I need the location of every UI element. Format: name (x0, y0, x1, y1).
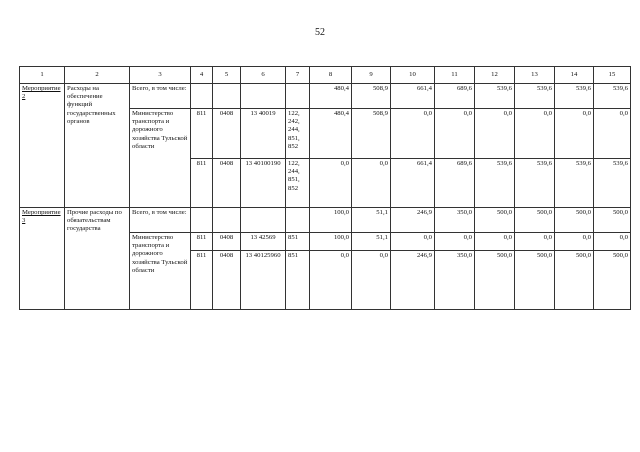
event3-total-row (20, 208, 631, 233)
event3-code: Мероприятие 3 (20, 208, 65, 310)
event2-executor: Министерство транспорта и дорожного хозяйства Тульской области (130, 109, 191, 208)
header-cell: 6 (241, 67, 286, 84)
value-cell: 0,0 (352, 251, 391, 310)
csr-cell: 13 42569 (241, 233, 286, 251)
value-cell: 0,0 (594, 109, 631, 159)
grbs-cell: 811 (191, 251, 213, 310)
header-cell: 13 (515, 67, 555, 84)
event3-name: Прочие расходы по обязательствам государства (65, 208, 130, 310)
value-cell: 539,6 (594, 84, 631, 109)
value-cell: 0,0 (555, 109, 594, 159)
value-cell: 508,9 (352, 84, 391, 109)
header-cell: 15 (594, 67, 631, 84)
rzpr-cell: 0408 (213, 251, 241, 310)
vr-cell: 122, 242, 244, 851, 852 (286, 109, 310, 159)
value-cell: 480,4 (310, 109, 352, 159)
value-cell: 539,6 (475, 84, 515, 109)
header-cell: 7 (286, 67, 310, 84)
value-cell: 0,0 (475, 109, 515, 159)
value-cell: 0,0 (310, 251, 352, 310)
header-cell: 1 (20, 67, 65, 84)
header-cell: 10 (391, 67, 435, 84)
value-cell: 0,0 (515, 233, 555, 251)
header-cell: 3 (130, 67, 191, 84)
value-cell: 100,0 (310, 208, 352, 233)
value-cell: 0,0 (391, 109, 435, 159)
rzpr-cell: 0408 (213, 233, 241, 251)
csr-cell: 13 40100190 (241, 159, 286, 208)
value-cell: 661,4 (391, 159, 435, 208)
vr-cell: 122, 244, 851, 852 (286, 159, 310, 208)
value-cell: 0,0 (391, 233, 435, 251)
value-cell: 539,6 (515, 84, 555, 109)
value-cell: 500,0 (594, 251, 631, 310)
value-cell: 689,6 (435, 159, 475, 208)
value-cell: 661,4 (391, 84, 435, 109)
header-cell: 5 (213, 67, 241, 84)
value-cell: 539,6 (555, 159, 594, 208)
value-cell: 51,1 (352, 208, 391, 233)
value-cell: 350,0 (435, 251, 475, 310)
grbs-cell: 811 (191, 159, 213, 208)
rzpr-cell: 0408 (213, 109, 241, 159)
vr-cell: 851 (286, 251, 310, 310)
value-cell: 500,0 (555, 251, 594, 310)
value-cell: 500,0 (475, 208, 515, 233)
header-cell: 14 (555, 67, 594, 84)
value-cell: 246,9 (391, 208, 435, 233)
value-cell: 539,6 (515, 159, 555, 208)
value-cell: 0,0 (555, 233, 594, 251)
header-row (20, 67, 631, 84)
value-cell: 350,0 (435, 208, 475, 233)
event2-total-row (20, 84, 631, 109)
event2-code: Мероприятие 2 (20, 84, 65, 208)
value-cell: 539,6 (594, 159, 631, 208)
value-cell: 500,0 (475, 251, 515, 310)
event3-executor: Министерство транспорта и дорожного хозяйства Тульской области (130, 233, 191, 310)
value-cell: 500,0 (515, 251, 555, 310)
budget-table (19, 66, 631, 310)
value-cell: 0,0 (310, 159, 352, 208)
grbs-cell: 811 (191, 233, 213, 251)
grbs-cell: 811 (191, 109, 213, 159)
header-cell: 12 (475, 67, 515, 84)
value-cell: 0,0 (475, 233, 515, 251)
value-cell: 246,9 (391, 251, 435, 310)
value-cell: 0,0 (435, 233, 475, 251)
value-cell: 500,0 (515, 208, 555, 233)
event3-total-label: Всего, в том числе: (130, 208, 191, 233)
value-cell: 480,4 (310, 84, 352, 109)
value-cell: 100,0 (310, 233, 352, 251)
page-number: 52 (315, 27, 325, 38)
csr-cell: 13 40019 (241, 109, 286, 159)
event2-total-label: Всего, в том числе: (130, 84, 191, 109)
vr-cell: 851 (286, 233, 310, 251)
csr-cell: 13 40125960 (241, 251, 286, 310)
header-cell: 8 (310, 67, 352, 84)
header-cell: 11 (435, 67, 475, 84)
value-cell: 0,0 (594, 233, 631, 251)
value-cell: 0,0 (352, 159, 391, 208)
header-cell: 2 (65, 67, 130, 84)
value-cell: 508,9 (352, 109, 391, 159)
value-cell: 0,0 (435, 109, 475, 159)
value-cell: 51,1 (352, 233, 391, 251)
value-cell: 0,0 (515, 109, 555, 159)
header-cell: 9 (352, 67, 391, 84)
event2-name: Расходы на обеспечение функций государственных органов (65, 84, 130, 208)
value-cell: 500,0 (594, 208, 631, 233)
value-cell: 689,6 (435, 84, 475, 109)
value-cell: 539,6 (555, 84, 594, 109)
header-cell: 4 (191, 67, 213, 84)
value-cell: 539,6 (475, 159, 515, 208)
value-cell: 500,0 (555, 208, 594, 233)
rzpr-cell: 0408 (213, 159, 241, 208)
